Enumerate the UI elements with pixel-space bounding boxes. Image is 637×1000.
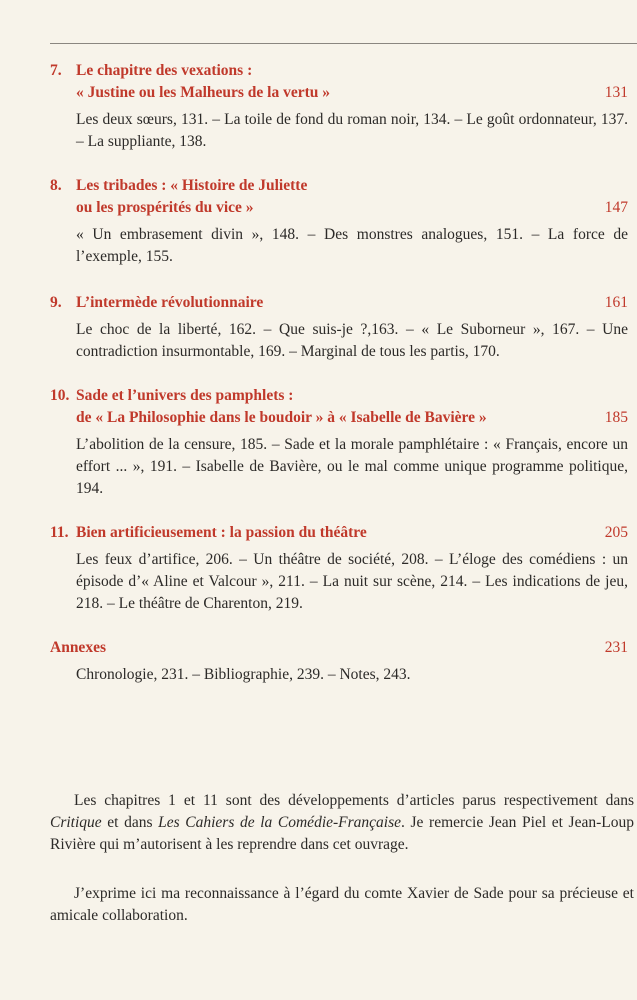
toc-heading[interactable] (50, 522, 628, 544)
toc-entry-annexes (50, 637, 628, 686)
toc-heading[interactable] (50, 175, 628, 219)
chapter-summary: Les feux d’artifice, 206. – Un théâtre de société, 208. – L’éloge des comédiens : un épisode d’« Aline et Valcour », 211. – La nuit sur scène, 214. – Les indications de jeu, 218. – Le théâtre de Charenton, 219. (76, 551, 628, 612)
page-number: 205 (604, 524, 628, 541)
chapter-summary: « Un embrasement divin », 148. – Des monstres analogues, 151. – La force de l’exemple, 155. (76, 226, 628, 265)
page-number: 161 (604, 294, 628, 311)
toc-entry-11 (50, 522, 628, 615)
chapter-subtitle: de « La Philosophie dans le boudoir » à « Isabelle de Bavière » (76, 409, 487, 426)
page-number: 185 (604, 409, 628, 426)
toc-heading[interactable] (50, 292, 628, 314)
page-number: 131 (604, 84, 628, 101)
toc-entry-10 (50, 385, 628, 500)
chapter-subtitle: ou les prospérités du vice » (76, 199, 254, 216)
top-rule (50, 43, 637, 44)
toc-entry-7 (50, 60, 628, 153)
chapter-subtitle: « Justine ou les Malheurs de la vertu » (76, 84, 331, 101)
chapter-title: Bien artificieusement : la passion du théâtre (76, 524, 367, 541)
chapter-title: Le chapitre des vexations : (76, 62, 253, 79)
table-of-contents (50, 60, 628, 706)
chapter-summary: L’abolition de la censure, 185. – Sade et la morale pamphlétaire : « Français, encore un effort ... », 191. – Isabelle de Bavière, ou le mal comme unique programme politique, 194. (76, 436, 628, 497)
journal-title: Les Cahiers de la Comédie-Française (158, 814, 402, 831)
acknowledgements (50, 790, 634, 951)
acknowledgement-paragraph: J’exprime ici ma reconnaissance à l’égard du comte Xavier de Sade pour sa précieuse et amicale collaboration. (50, 885, 634, 924)
toc-entry-8 (50, 175, 628, 268)
chapter-title: Les tribades : « Histoire de Juliette (76, 177, 308, 194)
chapter-number: 8. (50, 177, 62, 194)
chapter-number: 10. (50, 387, 70, 404)
chapter-number: 9. (50, 294, 62, 311)
chapter-title: L’intermède révolutionnaire (76, 294, 264, 311)
acknowledgement-paragraph: Les chapitres 1 et 11 sont des développements d’articles parus respectivement dans Critique et dans Les Cahiers de la Comédie-Française. Je remercie Jean Piel et Jean-Loup Rivière qui m’autorisent à les reprendre dans cet ouvrage. (50, 792, 634, 853)
toc-entry-9 (50, 292, 628, 363)
page-number: 147 (604, 199, 628, 216)
chapter-title: Sade et l’univers des pamphlets : (76, 387, 294, 404)
chapter-summary: Le choc de la liberté, 162. – Que suis-je ?,163. – « Le Suborneur », 167. – Une contradiction insurmontable, 169. – Marginal de tous les partis, 170. (76, 321, 628, 360)
journal-title: Critique (50, 814, 102, 831)
chapter-summary: Chronologie, 231. – Bibliographie, 239. – Notes, 243. (76, 666, 411, 683)
toc-heading[interactable] (50, 637, 628, 659)
toc-heading[interactable] (50, 385, 628, 429)
chapter-summary: Les deux sœurs, 131. – La toile de fond du roman noir, 134. – Le goût ordonnateur, 137. – La suppliante, 138. (76, 111, 628, 150)
toc-heading[interactable] (50, 60, 628, 104)
chapter-title: Annexes (50, 639, 106, 656)
chapter-number: 7. (50, 62, 62, 79)
chapter-number: 11. (50, 524, 69, 541)
page-number: 231 (604, 639, 628, 656)
